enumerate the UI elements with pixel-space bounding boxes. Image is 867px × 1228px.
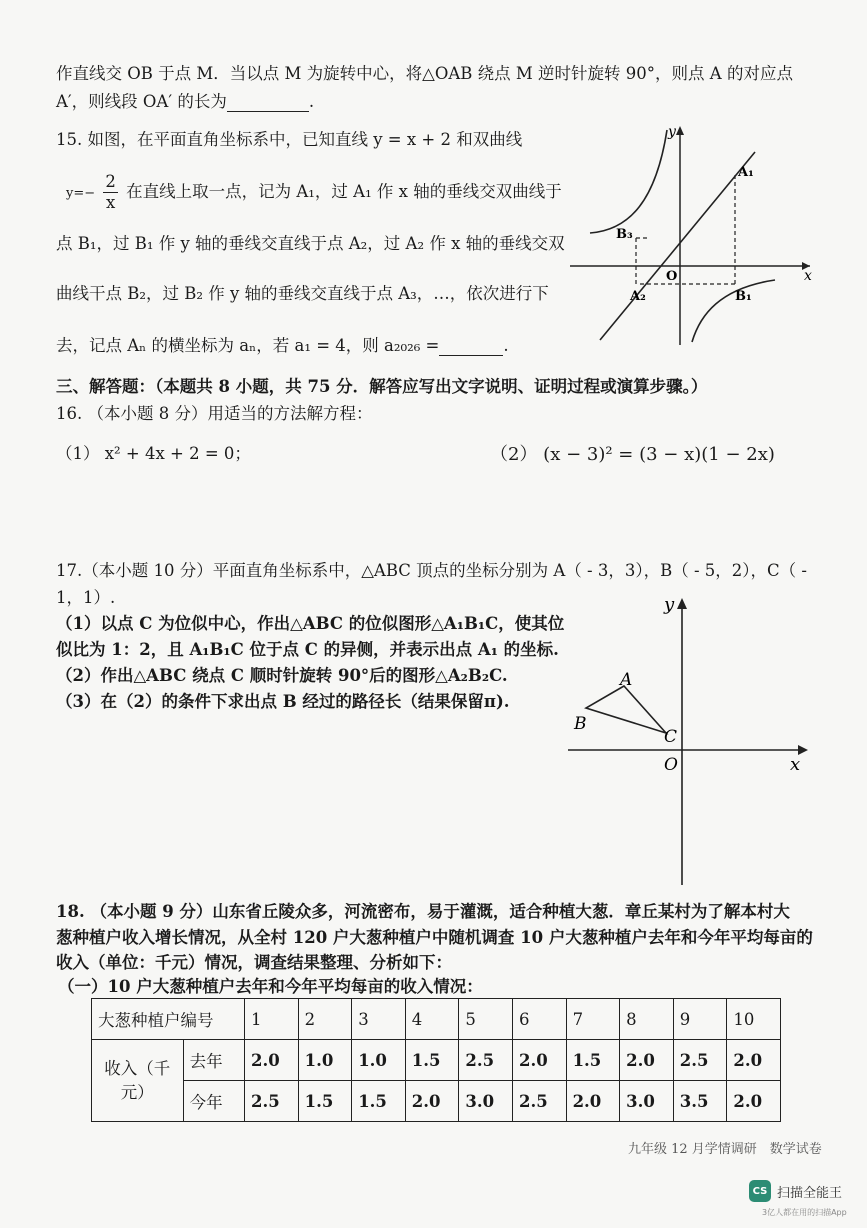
this-year-label: 今年 (183, 1081, 244, 1122)
exam-footer-text: 九年级 12 月学情调研 数学试卷 (628, 1142, 822, 1157)
table-cell: 2.0 (405, 1081, 459, 1122)
fig17-origin-label: O (664, 755, 678, 775)
table-cell: 1 (245, 999, 299, 1040)
q15-line4: 曲线干点 B₂，过 B₂ 作 y 轴的垂线交直线于点 A₃，…，依次进行下 (56, 284, 549, 303)
table-cell: 3.0 (459, 1081, 513, 1122)
fig15-y-label: y (668, 124, 676, 140)
q16-title: 16. （本小题 8 分）用适当的方法解方程： (56, 404, 373, 423)
row-group-cell: 收入（千元） (92, 1040, 184, 1122)
q17-figure (568, 590, 818, 890)
fig15-a2-label: A₂ (630, 289, 646, 304)
fig15-b1-label: B₁ (735, 289, 752, 304)
q14-line2: A′，则线段 OA′ 的长为 . (56, 92, 315, 111)
table-cell: 1.5 (298, 1081, 352, 1122)
fig17-y-label: y (664, 594, 675, 615)
q14-line1: 作直线交 OB 于点 M．当以点 M 为旋转中心，将△OAB 绕点 M 逆时针旋转 90°，则点 A 的对应点 (56, 64, 793, 83)
table-cell: 1.5 (405, 1040, 459, 1081)
table-cell: 8 (620, 999, 674, 1040)
fig17-a-label: A (620, 670, 633, 690)
section-3-heading: 三、解答题：（本题共 8 小题，共 75 分．解答应写出文字说明、证明过程或演算步骤。） (56, 377, 708, 396)
q16-part1: （1） x² + 4x + 2 = 0； (56, 444, 251, 463)
table-cell: 1.5 (352, 1081, 406, 1122)
table-cell: 9 (673, 999, 727, 1040)
fig17-x-label: x (790, 754, 801, 775)
q15-line5: 去，记点 Aₙ 的横坐标为 aₙ，若 a₁ = 4，则 a₂₀₂₆ = . (56, 336, 509, 355)
table-cell: 5 (459, 999, 513, 1040)
q17-part2: （2）作出△ABC 绕点 C 顺时针旋转 90°后的图形△A₂B₂C. (56, 666, 508, 685)
table-cell: 4 (405, 999, 459, 1040)
table-cell: 1.0 (298, 1040, 352, 1081)
hyperbola-fraction: $\frac{2}{x}$ (105, 172, 116, 212)
table-cell: 1.0 (352, 1040, 406, 1081)
table-cell: 2.5 (673, 1040, 727, 1081)
q18-line3: 收入（单位：千元）情况，调查结果整理、分析如下： (56, 953, 452, 972)
q17-line1: 17.（本小题 10 分）平面直角坐标系中，△ABC 顶点的坐标分别为 A（ - 3，3），B（ - 5，2），C（ - (56, 561, 807, 580)
table-cell: 1.5 (566, 1040, 620, 1081)
table-cell: 2.0 (727, 1040, 781, 1081)
table-cell: 2.0 (727, 1081, 781, 1122)
table-cell: 2.0 (620, 1040, 674, 1081)
q15-figure (570, 120, 820, 350)
table-cell: 3.5 (673, 1081, 727, 1122)
table-cell: 2.5 (245, 1081, 299, 1122)
table-cell: 7 (566, 999, 620, 1040)
table-row (92, 999, 781, 1040)
fig15-b3-label: B₃ (616, 227, 633, 242)
q17-part1a: （1）以点 C 为位似中心，作出△ABC 的位似图形△A₁B₁C，使其位 (56, 614, 565, 633)
q18-line1: 18. （本小题 9 分）山东省丘陵众多，河流密布，易于灌溉，适合种植大葱．章丘某村为了解本村大 (56, 902, 790, 921)
table-cell: 2.5 (459, 1040, 513, 1081)
fig17-c-label: C (664, 727, 678, 747)
last-year-label: 去年 (183, 1040, 244, 1081)
fig15-x-label: x (804, 268, 812, 284)
scanner-app-tagline: 3亿人都在用的扫描App (762, 1208, 847, 1217)
table-cell: 2.5 (512, 1081, 566, 1122)
scanner-watermark (749, 1180, 842, 1202)
q18-line2: 葱种植户收入增长情况，从全村 120 户大葱种植户中随机调查 10 户大葱种植户去年和今年平均每亩的 (56, 928, 813, 947)
table-cell: 3.0 (620, 1081, 674, 1122)
q15-line3: 点 B₁，过 B₁ 作 y 轴的垂线交直线于点 A₂，过 A₂ 作 x 轴的垂线交双 (56, 234, 565, 253)
table-cell: 2.0 (512, 1040, 566, 1081)
answer-blank (439, 355, 503, 356)
header-label-cell: 大葱种植户编号 (92, 999, 245, 1040)
table-cell: 6 (512, 999, 566, 1040)
q15-line1: 15. 如图，在平面直角坐标系中，已知直线 y = x + 2 和双曲线 (56, 130, 523, 149)
fig15-a1-label: A₁ (738, 165, 754, 180)
table-cell: 2 (298, 999, 352, 1040)
fig17-b-label: B (574, 714, 587, 734)
table-cell: 2.0 (245, 1040, 299, 1081)
q17-part1b: 似比为 1：2，且 A₁B₁C 位于点 C 的异侧，并表示出点 A₁ 的坐标. (56, 640, 559, 659)
answer-blank (227, 111, 309, 112)
cs-logo-icon: CS (749, 1180, 771, 1202)
q17-line2: 1，1）. (56, 588, 116, 607)
table-cell: 3 (352, 999, 406, 1040)
table-cell: 10 (727, 999, 781, 1040)
table-row (92, 1081, 781, 1122)
q18-subheading: （一）10 户大葱种植户去年和今年平均每亩的收入情况： (58, 977, 483, 996)
q17-part3: （3）在（2）的条件下求出点 B 经过的路径长（结果保留π). (56, 692, 510, 711)
q15-line2: y=− $\frac{2}{x}$ 在直线上取一点，记为 A₁，过 A₁ 作 x 轴的垂线交双曲线于 (66, 172, 562, 212)
q16-part2: （2） (x − 3)² = (3 − x)(1 − 2x) (490, 444, 775, 465)
table-cell: 2.0 (566, 1081, 620, 1122)
table-row (92, 1040, 781, 1081)
scanner-app-name: 扫描全能王 (777, 1185, 843, 1201)
fig15-origin-label: O (666, 269, 678, 284)
income-table (91, 998, 781, 1122)
